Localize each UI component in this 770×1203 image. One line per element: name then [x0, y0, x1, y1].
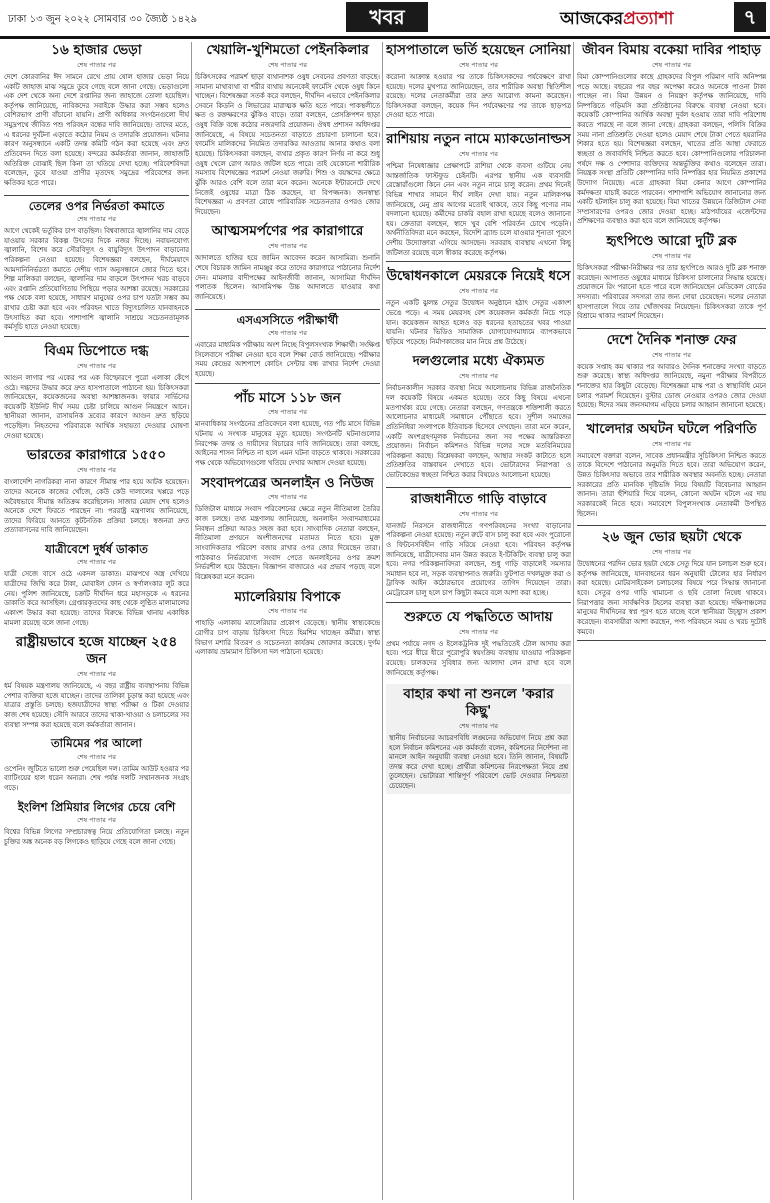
news-story — [195, 42, 380, 217]
continuation-note: শেষ পাতার পর — [459, 60, 498, 69]
news-story — [4, 42, 189, 189]
news-story — [195, 589, 380, 658]
story-body: চিকিৎসকরা পরীক্ষা-নিরীক্ষার পর তার হৃৎপিণ্ডে আরও দুটি ব্লক শনাক্ত করেছেন। আপাতত ওষুধের মাধ্যমে চিকিৎসা চালানোর সিদ্ধান্ত হয়েছে। প্রয়োজনে রিং পরানো হতে পারে বলে জানিয়েছেন মেডিকেল বোর্ডের সদস্যরা। পরিবারের সদস্যরা তার জন্য দোয়া চেয়েছেন। দলের নেতারা হাসপাতালে গিয়ে তার খোঁজখবর নিয়েছেন। চিকিৎসকরা তাকে পূর্ণ বিশ্রামে থাকার পরামর্শ দিয়েছেন। — [577, 264, 766, 321]
news-story — [386, 609, 571, 678]
continuation-note: শেষ পাতার পর — [459, 509, 498, 518]
story-body: চিকিৎসকের পরামর্শ ছাড়া ব্যথানাশক ওষুধ সেবনের প্রবণতা বাড়ছে। সামান্য মাথাব্যথা বা শরীর ব্যথায় অনেকেই ফার্মেসি থেকে ওষুধ কিনে খাচ্ছেন। বিশেষজ্ঞরা সতর্ক করে বলছেন, দীর্ঘদিন এভাবে পেইনকিলার সেবনে কিডনি ও লিভারের মারাত্মক ক্ষতি হতে পারে। পাকস্থলীতে ক্ষত ও রক্তক্ষরণের ঝুঁকিও বাড়ে। তারা বলছেন, প্রেসক্রিপশন ছাড়া ওষুধ বিক্রি বন্ধে কঠোর নজরদারি প্রয়োজন। ঔষধ প্রশাসন অধিদপ্তর জানিয়েছে, এ বিষয়ে সচেতনতা বাড়াতে প্রচারণা চালানো হবে। ফার্মেসি মালিকদের নিয়মিত তদারকির আওতায় আনার কথাও বলা হয়েছে। চিকিৎসকরা বলছেন, ব্যথার প্রকৃত কারণ নির্ণয় না করে শুধু ওষুধ খেলে রোগ আরও জটিল হতে পারে। তাই যেকোনো শারীরিক সমস্যায় বিশেষজ্ঞের পরামর্শ নেওয়া জরুরি। শিশু ও বয়স্কদের ক্ষেত্রে ঝুঁকি আরও বেশি বলে তারা মনে করেন। অনেকে ইন্টারনেটে দেখে নিজেই ওষুধের মাত্রা ঠিক করছেন, যা বিপজ্জনক। জনস্বাস্থ্য বিশেষজ্ঞরা এ প্রবণতা রোধে পারিবারিক সচেতনতার ওপরও জোর দিয়েছেন। — [195, 72, 380, 216]
continuation-note: শেষ পাতার পর — [268, 408, 307, 417]
continuation-note: শেষ পাতার পর — [268, 328, 307, 337]
continuation-note: শেষ পাতার পর — [268, 607, 307, 616]
news-story — [4, 542, 189, 628]
story-headline: হাসপাতালে ভর্তি হয়েছেন সোনিয়া — [386, 42, 571, 58]
story-headline: রাজধানীতে গাড়ি বাড়াবে — [410, 490, 547, 507]
logo-accent: প্রত্যাশা — [623, 9, 674, 29]
news-story — [4, 634, 189, 730]
news-story — [195, 475, 380, 583]
column-2 — [195, 42, 380, 1200]
news-story — [4, 736, 189, 793]
continuation-note: শেষ পাতার পর — [77, 466, 116, 475]
story-body: কয়েক সপ্তাহ কম থাকার পর আবারও দৈনিক শনাক্তের সংখ্যা বাড়তে শুরু করেছে। স্বাস্থ্য অধিদপ্তর জানিয়েছে, নমুনা পরীক্ষার বিপরীতে শনাক্তের হার কিছুটা বেড়েছে। বিশেষজ্ঞরা মাস্ক পরা ও স্বাস্থ্যবিধি মেনে চলার পরামর্শ দিয়েছেন। বুস্টার ডোজ নেওয়ার ওপরও জোর দেওয়া হয়েছে। ঈদের সময় জনসমাগম এড়িয়ে চলার আহ্বান জানানো হয়েছে। — [577, 362, 766, 410]
column-1 — [4, 42, 189, 1200]
column-divider — [382, 42, 383, 1200]
column-divider — [573, 42, 574, 1200]
story-headline: খালেদার অঘটন ঘটলে পরিণতি — [586, 420, 757, 437]
column-4 — [577, 42, 766, 1200]
story-body: বিমা কোম্পানিগুলোর কাছে গ্রাহকদের বিপুল পরিমাণ দাবি অনিষ্পন্ন পড়ে আছে। বছরের পর বছর অপেক্ষা করেও অনেকে পাওনা টাকা পাচ্ছেন না। বিমা উন্নয়ন ও নিয়ন্ত্রণ কর্তৃপক্ষ জানিয়েছে, দাবি নিষ্পত্তিতে গড়িমসি করা প্রতিষ্ঠানের বিরুদ্ধে ব্যবস্থা নেওয়া হবে। কয়েকটি কোম্পানির আর্থিক অবস্থা দুর্বল হওয়ায় তারা দাবি পরিশোধ করতে পারছে না বলে জানা গেছে। গ্রাহকরা বলছেন, পলিসি বিক্রির সময় নানা প্রতিশ্রুতি দেওয়া হলেও মেয়াদ শেষে টাকা পেতে হয়রানির শিকার হতে হয়। বিশেষজ্ঞরা বলছেন, খাতের প্রতি আস্থা ফেরাতে স্বচ্ছতা ও জবাবদিহি নিশ্চিত করতে হবে। কোম্পানিগুলোর পরিচালনা পর্ষদে দক্ষ ও পেশাদার ব্যক্তিদের অন্তর্ভুক্তির কথাও বলেছেন তারা। নিয়ন্ত্রক সংস্থা প্রতিটি কোম্পানির দাবি নিষ্পত্তির হার নিয়মিত প্রকাশের উদ্যোগ নিয়েছে। এতে গ্রাহকরা বিমা কেনার আগে কোম্পানির কর্মদক্ষতা যাচাই করতে পারবেন। পাশাপাশি অভিযোগ জানানোর জন্য একটি হটলাইন চালু করা হয়েছে। বিমা খাতের উন্নয়নে ডিজিটাল সেবা সম্প্রসারণের ওপরও জোর দেওয়া হচ্ছে। মাঠপর্যায়ের এজেন্টদের প্রশিক্ষণের ব্যবস্থাও করা হবে বলে জানিয়েছে কর্তৃপক্ষ। — [577, 72, 766, 226]
column-divider — [191, 42, 192, 1200]
newspaper-logo — [560, 6, 673, 34]
story-headline: রাষ্ট্রীয়ভাবে হজে যাচ্ছেন ২৫৪ জন — [15, 634, 178, 668]
continuation-note: শেষ পাতার পর — [77, 214, 116, 223]
story-body: পাহাড়ি এলাকায় ম্যালেরিয়ার প্রকোপ বেড়েছে। স্থানীয় স্বাস্থ্যকেন্দ্রে রোগীর চাপ বাড়ায় চিকিৎসা দিতে হিমশিম খাচ্ছেন কর্মীরা। স্বাস্থ্য বিভাগ মশারি বিতরণ ও সচেতনতা কার্যক্রম জোরদার করেছে। দুর্গম এলাকায় ভ্রাম্যমাণ চিকিৎসা দল পাঠানো হয়েছে। — [195, 619, 380, 657]
story-body: এবারের মাধ্যমিক পরীক্ষায় অংশ নিচ্ছে বিপুলসংখ্যক শিক্ষার্থী। সংক্ষিপ্ত সিলেবাসে পরীক্ষা নেওয়া হবে বলে শিক্ষা বোর্ড জানিয়েছে। পরীক্ষার সময় কেন্দ্রের আশপাশে কোচিং সেন্টার বন্ধ রাখার নির্দেশ দেওয়া হয়েছে। — [195, 340, 380, 378]
issue-date: ঢাকা ১৩ জুন ২০২২ সোমবার ৩০ জ্যৈষ্ঠ ১৪২৯ — [8, 14, 198, 25]
continuation-note: শেষ পাতার পর — [459, 149, 498, 158]
story-body: সমাবেশে বক্তারা বলেন, সাবেক প্রধানমন্ত্রীর সুচিকিৎসা নিশ্চিত করতে তাকে বিদেশে পাঠানোর অনুমতি দিতে হবে। তারা অভিযোগ করেন, উন্নত চিকিৎসার অভাবে তার শারীরিক অবস্থার অবনতি হচ্ছে। নেতারা সরকারের প্রতি মানবিক দৃষ্টিভঙ্গি নিয়ে বিষয়টি বিবেচনার আহ্বান জানান। তারা হুঁশিয়ারি দিয়ে বলেন, কোনো অঘটন ঘটলে এর দায় সরকারকেই নিতে হবে। সমাবেশে বিপুলসংখ্যক নেতাকর্মী উপস্থিত ছিলেন। — [577, 451, 766, 518]
story-headline: খেয়ালি-খুশিমতো পেইনকিলার — [206, 42, 369, 58]
story-headline: রাশিয়ায় নতুন নামে ম্যাকডোনাল্ডস — [386, 131, 571, 148]
continuation-note: শেষ পাতার পর — [459, 721, 498, 730]
continuation-note: শেষ পাতার পর — [459, 287, 498, 296]
continuation-note: শেষ পাতার পর — [268, 242, 307, 251]
continuation-note: শেষ পাতার পর — [77, 752, 116, 761]
continuation-note: শেষ পাতার পর — [652, 60, 691, 69]
news-story — [577, 421, 766, 519]
continuation-note: শেষ পাতার পর — [77, 815, 116, 824]
story-headline: বাহার কথা না শুনলে 'করার কিছু' — [403, 686, 554, 720]
story-body: দেশে কোরবানির ঈদ সামনে রেখে প্রায় ষোল হাজার ভেড়া নিয়ে একটি জাহাজ মাঝ সমুদ্রে ডুবে গেছে বলে জানা গেছে। ভেড়াগুলো এক দেশ থেকে অন্য দেশে রপ্তানির জন্য জাহাজে তোলা হয়েছিল। কর্তৃপক্ষ জানিয়েছে, নাবিকদের সবাইকে উদ্ধার করা সম্ভব হলেও বেশিরভাগ প্রাণী বাঁচানো যায়নি। প্রাণী অধিকার সংগঠনগুলো দীর্ঘ সমুদ্রপথে জীবিত পশু পরিবহন বন্ধের দাবি জানিয়েছে। তাদের মতে, এ ধরনের দুর্ঘটনা এড়াতে কঠোর নিয়ম ও তদারকি প্রয়োজন। ঘটনার কারণ অনুসন্ধানে একটি তদন্ত কমিটি গঠন করা হয়েছে এবং দ্রুত প্রতিবেদন দিতে বলা হয়েছে। বন্দরের কর্মকর্তারা জানান, জাহাজটি অতিরিক্ত বোঝাই ছিল কিনা তা খতিয়ে দেখা হচ্ছে। পরিবেশবিদরা বলেছেন, ডুবে যাওয়া প্রাণীর মৃতদেহ সমুদ্রের পরিবেশের জন্য ক্ষতিকর হতে পারে। — [4, 72, 189, 187]
news-story — [577, 42, 766, 227]
story-body: নতুন একটি ঝুলন্ত সেতুর উদ্বোধন অনুষ্ঠানে হঠাৎ সেতুর একাংশ ভেঙে পড়ে। এ সময় মেয়রসহ বেশ কয়েকজন কর্মকর্তা নিচে পড়ে যান। কয়েকজন আহত হলেও বড় ধরনের হতাহতের খবর পাওয়া যায়নি। ঘটনার ভিডিও সামাজিক যোগাযোগমাধ্যমে ব্যাপকভাবে ছড়িয়ে পড়েছে। নির্মাণকাজের মান নিয়ে প্রশ্ন উঠেছে। — [386, 299, 571, 346]
story-body: যানজট নিরসনে রাজধানীতে গণপরিবহনের সংখ্যা বাড়ানোর পরিকল্পনা নেওয়া হয়েছে। নতুন রুটে বাস চালু করা হবে এবং পুরোনো ও ফিটনেসবিহীন গাড়ি সরিয়ে নেওয়া হবে। পরিবহন কর্তৃপক্ষ জানিয়েছে, যাত্রীসেবার মান উন্নত করতে ই-টিকিটিং ব্যবস্থা চালু করা হবে। নগর পরিকল্পনাবিদরা বলছেন, শুধু গাড়ি বাড়ালেই সমস্যার সমাধান হবে না, সড়ক ব্যবস্থাপনাও জরুরি। ফুটপাত দখলমুক্ত করা ও ট্রাফিক আইন কঠোরভাবে প্রয়োগের তাগিদ দিয়েছেন তারা। মেট্রোরেল চালু হলে চাপ কিছুটা কমবে বলে আশা করা হচ্ছে। — [386, 521, 571, 598]
story-headline: দলগুলোর মধ্যে ঐক্যমত — [412, 353, 545, 370]
story-body: প্রথম পর্যায়ে নগদ ও ইলেকট্রনিক দুই পদ্ধতিতেই টোল আদায় করা হবে। পরে ধীরে ধীরে পুরোপুরি স্বয়ংক্রিয় ব্যবস্থায় যাওয়ার পরিকল্পনা রয়েছে। চালকদের সুবিধার জন্য আলাদা লেন রাখা হবে বলে জানিয়েছে কর্তৃপক্ষ। — [386, 639, 571, 677]
story-body: আদালতে হাজির হয়ে জামিন আবেদন করেন আসামিরা। শুনানি শেষে বিচারক জামিন নামঞ্জুর করে তাদের কারাগারে পাঠানোর নির্দেশ দেন। মামলার বাদীপক্ষের আইনজীবী জানান, আসামিরা দীর্ঘদিন পলাতক ছিলেন। আসামিপক্ষ উচ্চ আদালতে যাওয়ার কথা জানিয়েছে। — [195, 254, 380, 301]
story-body: ওপেনিং জুটিতে ভালো শুরু পেয়েছিল দল। তামিম আউট হওয়ার পর ব্যাটিংয়ের হাল ধরেন অন্যরা। শেষ পর্যন্ত দলটি সম্মানজনক সংগ্রহ গড়ে। — [4, 764, 189, 792]
story-headline: পাঁচ মাসে ১১৮ জন — [234, 389, 341, 406]
story-headline: দেশে দৈনিক শনাক্ত ফের — [606, 331, 737, 348]
continuation-note: শেষ পাতার পর — [77, 361, 116, 370]
story-body: বাংলাদেশি নাগরিকরা নানা কারণে সীমান্ত পার হয়ে আটক হয়েছেন। তাদের অনেকে কাজের খোঁজে, কেউ কেউ দালালের খপ্পরে পড়ে অবৈধভাবে সীমান্ত অতিক্রম করেছিলেন। সাজার মেয়াদ শেষ হলেও অনেকে দেশে ফিরতে পারছেন না। পররাষ্ট্র মন্ত্রণালয় জানিয়েছে, তাদের ফিরিয়ে আনতে কূটনৈতিক প্রক্রিয়া চলছে। স্বজনরা দ্রুত প্রত্যাবাসনের দাবি জানিয়েছেন। — [4, 478, 189, 535]
continuation-note: শেষ পাতার পর — [459, 372, 498, 381]
story-headline: সংবাদপত্রের অনলাইন ও নিউজ — [201, 474, 374, 491]
story-body: ধর্ম বিষয়ক মন্ত্রণালয় জানিয়েছে, এ বছর রাষ্ট্রীয় ব্যবস্থাপনায় বিভিন্ন পেশার ব্যক্তিরা হজে যাচ্ছেন। তাদের তালিকা চূড়ান্ত করা হয়েছে এবং যাত্রার প্রস্তুতি চলছে। হজযাত্রীদের স্বাস্থ্য পরীক্ষা ও টিকা দেওয়ার কাজ শেষ হয়েছে। সৌদি আরবে তাদের থাকা-খাওয়া ও চলাচলের সব ব্যবস্থা সম্পন্ন করা হয়েছে বলে কর্মকর্তারা জানান। — [4, 682, 189, 729]
story-headline: ম্যালেরিয়ায় বিপাকে — [234, 588, 341, 605]
story-body: আগে থেকেই ভর্তুকির চাপ বাড়ছিল। বিশ্ববাজারে জ্বালানির দাম বেড়ে যাওয়ায় সরকার বিকল্প উৎসের দিকে নজর দিচ্ছে। নবায়নযোগ্য জ্বালানি, বিশেষ করে সৌরবিদ্যুৎ ও বায়ুবিদ্যুৎ উৎপাদন বাড়ানোর পরিকল্পনা নেওয়া হয়েছে। বিশেষজ্ঞরা বলছেন, দীর্ঘমেয়াদে আমদানিনির্ভরতা কমাতে দেশীয় গ্যাস অনুসন্ধানে জোর দিতে হবে। শিল্প মালিকরা বলছেন, জ্বালানির দাম বাড়লে উৎপাদন খরচ বাড়বে এবং রপ্তানি প্রতিযোগিতায় পিছিয়ে পড়ার আশঙ্কা রয়েছে। সরকারের পক্ষ থেকে বলা হয়েছে, সাধারণ মানুষের ওপর চাপ যতটা সম্ভব কম রাখার চেষ্টা করা হবে এবং পরিবহন খাতে বিদ্যুৎচালিত যানবাহনকে উৎসাহিত করা হবে। পাশাপাশি জ্বালানি সাশ্রয়ে সচেতনতামূলক কর্মসূচি হাতে নেওয়া হয়েছে। — [4, 226, 189, 332]
story-body: বিশ্বের বিভিন্ন লিগের সম্প্রচারস্বত্ব নিয়ে প্রতিযোগিতা চলছে। নতুন চুক্তির অঙ্ক অনেক বড় লিগকেও ছাড়িয়ে গেছে বলে জানা গেছে। — [4, 827, 189, 846]
story-headline: হৃৎপিণ্ডে আরো দুটি ব্লক — [606, 233, 737, 250]
news-story — [386, 353, 571, 480]
story-headline: এসএসসিতে পরীক্ষার্থী — [236, 312, 339, 327]
news-story — [386, 42, 571, 121]
story-headline: বিএম ডিপোতে দগ্ধ — [44, 342, 149, 359]
story-body: স্থানীয় নির্বাচনের আচরণবিধি লঙ্ঘনের অভিযোগ নিয়ে প্রশ্ন করা হলে নির্বাচন কমিশনের এক কর্মকর্তা বলেন, কমিশনের নির্দেশনা না মানলে আইন অনুযায়ী ব্যবস্থা নেওয়া হবে। তিনি জানান, বিষয়টি তদন্ত করে দেখা হচ্ছে। প্রার্থীরা কমিশনের নিরপেক্ষতা নিয়ে প্রশ্ন তুলেছেন। ভোটাররা শান্তিপূর্ণ পরিবেশে ভোট দেওয়ার নিশ্চয়তা চেয়েছেন। — [389, 733, 568, 791]
story-headline: আত্মসমর্পণের পর কারাগারে — [211, 223, 364, 240]
story-headline: তামিমের পর আলো — [50, 736, 143, 751]
logo-prefix: আজকের — [560, 9, 624, 29]
page-number: ৭ — [734, 2, 766, 32]
column-3 — [386, 42, 571, 1200]
story-headline: জীবন বিমায় বকেয়া দাবির পাহাড় — [582, 42, 761, 58]
news-story — [4, 447, 189, 536]
news-story — [386, 684, 571, 794]
continuation-note: শেষ পাতার পর — [77, 60, 116, 69]
news-story — [195, 309, 380, 384]
continuation-note: শেষ পাতার পর — [77, 558, 116, 567]
story-headline: যাত্রীবেশে দুর্ধর্ষ ডাকাত — [45, 542, 148, 557]
news-story — [4, 195, 189, 337]
masthead — [0, 0, 770, 39]
continuation-note: শেষ পাতার পর — [652, 350, 691, 359]
story-body: যাত্রী সেজে বাসে ওঠে একদল ডাকাত। মাঝপথে অস্ত্র দেখিয়ে যাত্রীদের জিম্মি করে টাকা, মোবাইল ফোন ও স্বর্ণালংকার লুট করে নেয়। পুলিশ জানিয়েছে, চক্রটি দীর্ঘদিন ধরে মহাসড়কে এ ধরনের ডাকাতি করে আসছিল। গ্রেপ্তারকৃতদের কাছ থেকে লুণ্ঠিত মালামালের একাংশ উদ্ধার করা হয়েছে। তাদের বিরুদ্ধে বিভিন্ন থানায় একাধিক মামলা রয়েছে বলে জানা গেছে। — [4, 570, 189, 627]
continuation-note: শেষ পাতার পর — [268, 493, 307, 502]
story-headline: ইংলিশ প্রিমিয়ার লিগের চেয়ে বেশি — [17, 799, 176, 814]
story-body: পশ্চিমা নিষেধাজ্ঞার প্রেক্ষাপটে রাশিয়া থেকে ব্যবসা গুটিয়ে নেয় আন্তর্জাতিক ফাস্টফুড চেইনটি। এরপর স্থানীয় এক ব্যবসায়ী রেস্তোরাঁগুলো কিনে নেন এবং নতুন নামে চালু করেন। প্রথম দিনেই বিভিন্ন শাখার সামনে দীর্ঘ লাইন দেখা যায়। নতুন মালিকপক্ষ জানিয়েছে, মেনু প্রায় আগের মতোই থাকবে, তবে কিছু পণ্যের নাম বদলানো হয়েছে। কর্মীদের চাকরি বহাল রাখা হয়েছে বলেও জানানো হয়। ক্রেতারা বলছেন, স্বাদে খুব বেশি পরিবর্তন চোখে পড়েনি। অর্থনীতিবিদরা মনে করছেন, বিদেশি ব্র্যান্ড চলে যাওয়ার শূন্যতা পূরণে দেশীয় উদ্যোক্তারা এগিয়ে আসছেন। সরবরাহ ব্যবস্থায় এখনো কিছু জটিলতা রয়েছে বলে স্বীকার করেছে কর্তৃপক্ষ। — [386, 161, 571, 257]
story-headline: ২৬ জুন ভোর ছয়টা থেকে — [601, 529, 742, 546]
news-story — [577, 328, 766, 415]
news-story — [577, 233, 766, 322]
continuation-note: শেষ পাতার পর — [652, 252, 691, 260]
story-headline: ১৬ হাজার ভেড়া — [51, 42, 142, 58]
story-body: আগুন লাগার পর একের পর এক বিস্ফোরণে পুরো এলাকা কেঁপে ওঠে। দগ্ধদের উদ্ধার করে দ্রুত হাসপাতালে পাঠানো হয়। চিকিৎসকরা জানিয়েছেন, কয়েকজনের অবস্থা আশঙ্কাজনক। ফায়ার সার্ভিসের কয়েকটি ইউনিট দীর্ঘ সময় চেষ্টা চালিয়ে আগুন নিয়ন্ত্রণে আনে। স্থানীয়রা জানান, রাসায়নিক দ্রব্যের কারণে আগুন দ্রুত ছড়িয়ে পড়েছিল। নিহতদের পরিবারকে আর্থিক সহায়তা দেওয়ার ঘোষণা দেওয়া হয়েছে। — [4, 373, 189, 440]
news-story — [195, 223, 380, 302]
news-story — [386, 487, 571, 603]
continuation-note: শেষ পাতার পর — [652, 439, 691, 448]
continuation-note: শেষ পাতার পর — [77, 670, 116, 679]
news-story — [386, 127, 571, 262]
continuation-note: শেষ পাতার পর — [652, 548, 691, 557]
news-story — [386, 268, 571, 347]
news-story — [195, 390, 380, 469]
continuation-note: শেষ পাতার পর — [268, 60, 307, 69]
story-body: উদ্বোধনের পরদিন ভোর ছয়টা থেকে সেতু দিয়ে যান চলাচল শুরু হবে। কর্তৃপক্ষ জানিয়েছে, যানবাহনের ধরন অনুযায়ী টোলের হার নির্ধারণ করা হয়েছে। মোটরসাইকেল চলাচলের বিষয়ে পরে সিদ্ধান্ত জানানো হবে। সেতুর ওপর গাড়ি থামানো ও ছবি তোলা নিষেধ থাকবে। নিরাপত্তার জন্য সার্বক্ষণিক টহলের ব্যবস্থা করা হয়েছে। দক্ষিণাঞ্চলের মানুষের দীর্ঘদিনের স্বপ্ন পূরণ হতে যাচ্ছে বলে স্থানীয়রা উচ্ছ্বাস প্রকাশ করেছেন। ব্যবসায়ীরা আশা করছেন, পণ্য পরিবহনে সময় ও খরচ দুটোই কমবে। — [577, 560, 766, 636]
continuation-note: শেষ পাতার পর — [459, 627, 498, 636]
story-body: নির্বাচনকালীন সরকার ব্যবস্থা নিয়ে আলোচনায় বিভিন্ন রাজনৈতিক দল কয়েকটি বিষয়ে একমত হয়েছে। তবে কিছু বিষয়ে এখনো মতপার্থক্য রয়ে গেছে। নেতারা বলছেন, গণতন্ত্রকে শক্তিশালী করতে আলোচনার মাধ্যমেই সমাধানে পৌঁছাতে হবে। সুশীল সমাজের প্রতিনিধিরা সংলাপকে ইতিবাচক হিসেবে দেখছেন। তারা মনে করেন, একটি অংশগ্রহণমূলক নির্বাচনের জন্য সব পক্ষের আন্তরিকতা প্রয়োজন। নির্বাচন কমিশনও বিভিন্ন দলের সঙ্গে মতবিনিময়ের পরিকল্পনা করছে। বিশ্লেষকরা বলছেন, আস্থার সংকট কাটাতে হলে প্রতিশ্রুতির বাস্তবায়ন দেখাতে হবে। ভোটারদের নিরাপত্তা ও ভোটকেন্দ্রের স্বচ্ছতা নিশ্চিত করার বিষয়েও আলোচনা হয়েছে। — [386, 384, 571, 480]
story-body: ডিজিটাল মাধ্যমে সংবাদ পরিবেশনের ক্ষেত্রে নতুন নীতিমালা তৈরির কাজ চলছে। তথ্য মন্ত্রণালয় জানিয়েছে, অনলাইন সংবাদমাধ্যমের নিবন্ধন প্রক্রিয়া আরও সহজ করা হবে। সাংবাদিক নেতারা বলছেন, নীতিমালা প্রণয়নে অংশীজনদের মতামত নিতে হবে। মুক্ত সাংবাদিকতার পরিবেশ বজায় রাখার ওপর জোর দিয়েছেন তারা। পাঠকরাও নির্ভরযোগ্য সংবাদ পেতে অনলাইনের ওপর ক্রমশ নির্ভরশীল হয়ে উঠছেন। বিজ্ঞাপন বাজারেও এর প্রভাব পড়ছে বলে বিশ্লেষকরা মনে করেন। — [195, 505, 380, 581]
story-body: করোনা আক্রান্ত হওয়ার পর তাকে চিকিৎসকদের পর্যবেক্ষণে রাখা হয়েছে। দলের মুখপাত্র জানিয়েছেন, তার শারীরিক অবস্থা স্থিতিশীল রয়েছে। দলের নেতাকর্মীরা তার দ্রুত আরোগ্য কামনা করেছেন। চিকিৎসকরা বলছেন, কয়েক দিন পর্যবেক্ষণের পর তাকে ছাড়পত্র দেওয়া হতে পারে। — [386, 72, 571, 120]
news-story — [4, 343, 189, 441]
story-body: মানবাধিকার সংগঠনের প্রতিবেদনে বলা হয়েছে, গত পাঁচ মাসে বিভিন্ন ঘটনায় এ সংখ্যক মানুষের মৃত্যু হয়েছে। সংগঠনটি ঘটনাগুলোর নিরপেক্ষ তদন্ত ও দায়ীদের বিচারের দাবি জানিয়েছে। তারা বলছে, আইনের শাসন নিশ্চিত না হলে এমন ঘটনা বাড়তে থাকবে। সরকারের পক্ষ থেকে অভিযোগগুলো খতিয়ে দেখার আশ্বাস দেওয়া হয়েছে। — [195, 420, 380, 467]
section-label: খবর — [346, 2, 428, 32]
story-headline: তেলের ওপর নির্ভরতা কমাতে — [28, 198, 165, 213]
story-headline: উদ্বোধনকালে মেয়রকে নিয়েই ধসে — [386, 268, 571, 285]
news-story — [4, 800, 189, 848]
story-headline: ভারতের কারাগারে ১৫৫০ — [26, 447, 167, 464]
story-headline: শুরুতে যে পদ্ধতিতে আদায় — [404, 608, 553, 625]
news-story — [577, 525, 766, 641]
